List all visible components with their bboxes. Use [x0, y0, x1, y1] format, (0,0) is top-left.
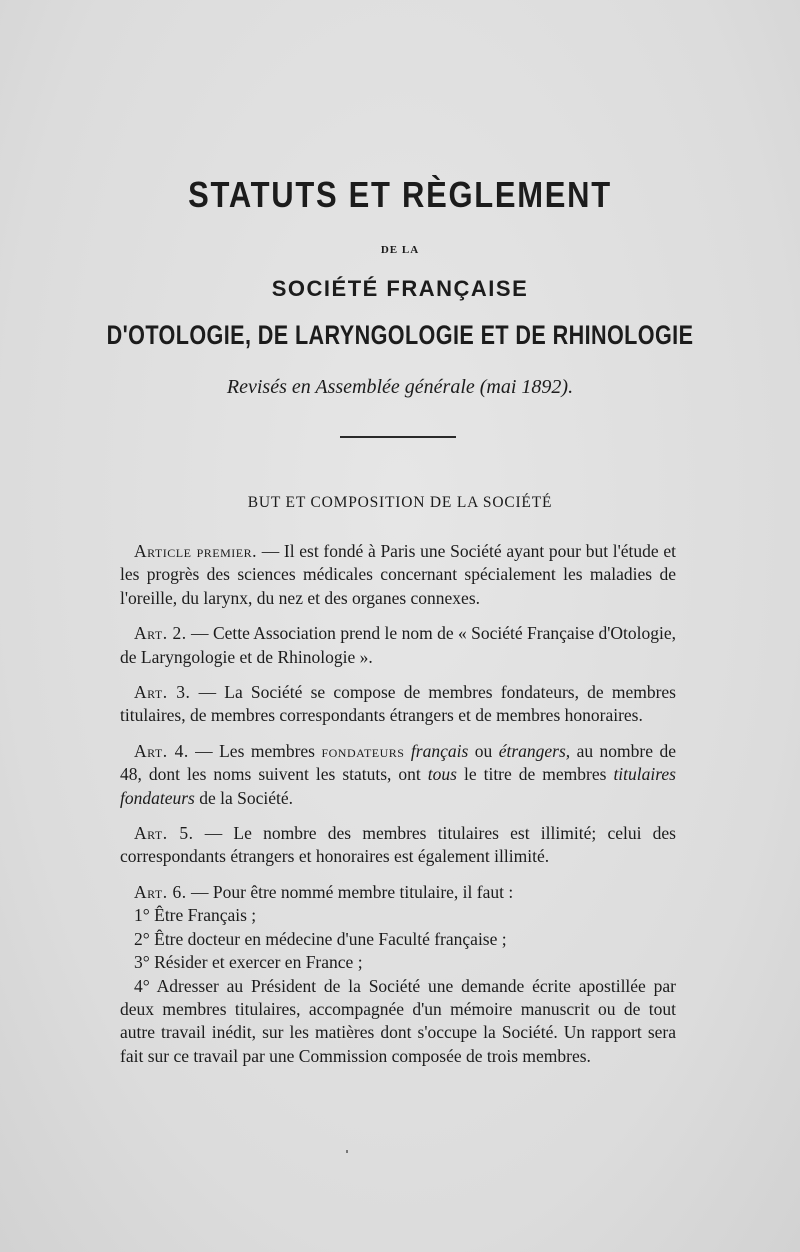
article-emphasis: tous [427, 764, 457, 785]
article-text: de la Société. [194, 787, 294, 808]
list-item: 3° Résider et exercer en France ; [134, 952, 363, 973]
article-label: Article premier. [134, 541, 257, 561]
article-3 [120, 681, 676, 728]
article-emphasis: fondateurs [321, 740, 405, 761]
list-item: 4° Adresser au Président de la Société une demande écrite apostillée par deux membres titulaires, accompagnée d'un mémoire manuscrit ou de tout autre travail inédit, sur les matières dont s'occupe la Société. Un rapport sera fait sur ce travail par une Commission composée de trois membres. [120, 975, 676, 1066]
document-title: STATUTS ET RÈGLEMENT [188, 174, 612, 215]
article-label: Art. 3. [134, 682, 191, 703]
article-text: — La Société se compose de membres fondateurs, de membres titulaires, de membres correspondants étrangers et de membres honoraires. [120, 682, 676, 726]
article-text: — Cette Association prend le nom de « Société Française d'Otologie, de Laryngologie et de Rhinologie ». [120, 623, 676, 667]
articles-body [120, 540, 676, 1068]
article-text: — Le nombre des membres titulaires est illimité; celui des correspondants étrangers et honoraires est également illimité. [120, 823, 676, 867]
article-label: Art. 5. [134, 823, 194, 844]
article-emphasis: titulaires fondateurs [120, 764, 676, 808]
list-item: 1° Être Français ; [134, 905, 257, 926]
article-text: — Pour être nommé membre titulaire, il faut : [186, 881, 514, 902]
article-label: Art. 2. [134, 623, 187, 644]
article-text: le titre de membres [456, 764, 614, 785]
article-emphasis: français [410, 740, 469, 761]
article-text: — Les membres [188, 740, 322, 761]
article-5 [120, 822, 676, 869]
revision-note: Revisés en Assemblée générale (mai 1892). [226, 376, 574, 398]
article-text: ou [468, 740, 499, 761]
article-6 [120, 881, 676, 904]
paper-speck [346, 1150, 348, 1153]
article-text: — Il est fondé à Paris une Société ayant pour but l'étude et les progrès des sciences médicales concernant spécialement les maladies de l'oreille, du larynx, du nez et des organes connexes. [120, 541, 676, 608]
list-item: 2° Être docteur en médecine d'une Faculté française ; [134, 928, 507, 949]
article-text: au nombre de 48, dont les noms suivent les statuts, ont [120, 740, 676, 785]
de-la-label: DE LA [380, 244, 420, 256]
society-name: SOCIÉTÉ FRANÇAISE [271, 276, 529, 301]
article-1 [120, 540, 676, 610]
article-2 [120, 622, 676, 669]
section-title: BUT ET COMPOSITION DE LA SOCIÉTÉ [247, 494, 553, 511]
society-subtitle: D'OTOLOGIE, DE LARYNGOLOGIE ET DE RHINOLOGIE [106, 320, 694, 350]
article-4 [120, 740, 676, 810]
article-emphasis: étrangers, [498, 740, 571, 761]
article-label: Art. 4. [134, 740, 189, 761]
divider-rule [340, 436, 456, 438]
article-label: Art. 6. [134, 881, 187, 902]
